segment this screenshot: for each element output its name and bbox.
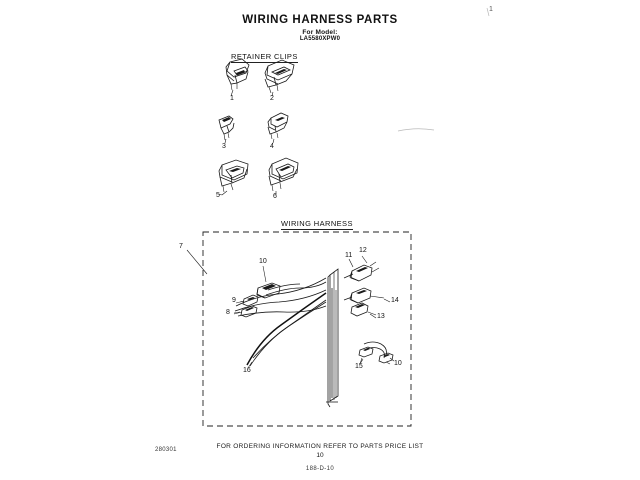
part-1-clip	[226, 59, 249, 96]
callout-4: 4	[270, 143, 274, 150]
connector-lower-right	[359, 342, 393, 364]
callout-7: 7	[179, 243, 183, 250]
part-3-clip	[219, 116, 234, 143]
connector-right-group	[344, 288, 384, 316]
callout-13: 13	[377, 313, 385, 320]
document-code-bottom: 188-D-10	[305, 466, 335, 472]
document-code-left: 280301	[155, 447, 177, 453]
page-title: WIRING HARNESS PARTS	[242, 14, 398, 26]
corner-mark: 1	[489, 6, 493, 13]
callout-leaders	[187, 250, 394, 368]
harness-boundary	[203, 232, 411, 426]
callout-11: 11	[345, 252, 353, 259]
part-6-clip	[269, 158, 298, 195]
callout-9: 9	[232, 297, 236, 304]
callout-3: 3	[222, 143, 226, 150]
ordering-note: FOR ORDERING INFORMATION REFER TO PARTS PRICE LIST	[216, 443, 424, 450]
model-label: For Model:	[302, 29, 338, 36]
callout-12: 12	[359, 247, 367, 254]
callout-16: 16	[243, 367, 251, 374]
callout-1: 1	[230, 95, 234, 102]
page-number: 10	[316, 452, 324, 459]
part-2-clip	[265, 60, 294, 96]
callout-2: 2	[270, 95, 274, 102]
callout-6: 6	[273, 193, 277, 200]
callout-5: 5	[216, 192, 220, 199]
connector-upper-left	[257, 283, 280, 298]
model-number: LA5580XPW0	[299, 36, 341, 42]
callout-8: 8	[226, 309, 230, 316]
callout-10-upper: 10	[259, 258, 267, 265]
section-label-wiring-harness: WIRING HARNESS	[281, 219, 353, 228]
part-4-clip	[268, 113, 288, 143]
callout-10-lower: 10	[394, 360, 402, 367]
callout-15: 15	[355, 363, 363, 370]
callout-14: 14	[391, 297, 399, 304]
section-label-retainer-clips: RETAINER CLIPS	[231, 52, 298, 61]
connector-top-right	[344, 262, 379, 281]
part-5-clip	[219, 160, 248, 195]
